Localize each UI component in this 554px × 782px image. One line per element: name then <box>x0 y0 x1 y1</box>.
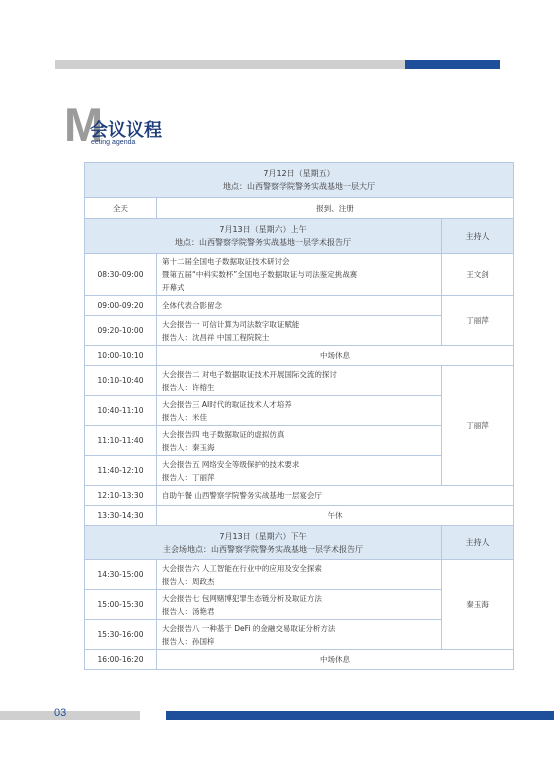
morning-header <box>85 219 442 254</box>
time-cell: 15:00-15:30 <box>85 590 157 620</box>
time-cell: 09:00-09:20 <box>85 296 157 316</box>
time-cell: 12:10-13:30 <box>85 486 157 506</box>
time-cell: 09:20-10:00 <box>85 316 157 346</box>
host-header: 主持人 <box>442 219 514 254</box>
content-cell <box>157 426 442 456</box>
table-row <box>85 506 514 526</box>
day1-header-date: 7月12日（星期五） <box>263 169 335 178</box>
content-line: 大会报告七 包网赌博犯罪生态链分析及取证方法 <box>162 593 322 603</box>
table-row <box>85 296 514 316</box>
time-cell: 14:30-15:00 <box>85 560 157 590</box>
day1-header-row <box>85 163 514 198</box>
day1-header <box>85 163 514 198</box>
header-divider-gray <box>55 60 405 69</box>
host-cell: 丁丽萍 <box>442 366 514 486</box>
page-number: 03 <box>54 707 67 719</box>
title-english: eeting agenda <box>91 139 136 146</box>
afternoon-header <box>85 526 442 560</box>
content-line: 大会报告三 AI时代的取证技术人才培养 <box>162 399 292 409</box>
content-cell <box>157 296 442 316</box>
content-line: 大会报告五 网络安全等级保护的技术要求 <box>162 459 300 469</box>
content-line: 报告人：许榕生 <box>162 382 215 392</box>
day1-header-location: 地点：山西警察学院警务实战基地一层大厅 <box>223 182 375 191</box>
time-cell: 08:30-09:00 <box>85 254 157 296</box>
content-line: 开幕式 <box>162 283 185 292</box>
time-cell: 11:40-12:10 <box>85 456 157 486</box>
table-row <box>85 486 514 506</box>
content-cell <box>157 456 442 486</box>
time-cell: 10:10-10:40 <box>85 366 157 396</box>
footer-divider-blue <box>166 711 554 720</box>
content-line: 第十二届全国电子数据取证技术研讨会 <box>162 257 290 266</box>
table-row <box>85 560 514 590</box>
morning-header-row <box>85 219 514 254</box>
host-cell: 王文剑 <box>442 254 514 296</box>
header-divider-blue <box>405 60 500 69</box>
host-cell: 秦玉海 <box>442 560 514 650</box>
content-cell <box>157 254 442 296</box>
morning-header-location: 地点：山西警察学院警务实战基地一层学术报告厅 <box>175 238 351 247</box>
content-cell <box>157 590 442 620</box>
footer-divider-gray <box>0 711 140 720</box>
content-line: 报告人：周政杰 <box>162 576 215 586</box>
content-line: 报告人：汤艳君 <box>162 606 215 616</box>
time-cell: 16:00-16:20 <box>85 650 157 670</box>
afternoon-header-location: 主会场地点：山西警察学院警务实战基地一层学术报告厅 <box>163 544 363 554</box>
table-row <box>85 366 514 396</box>
content-line: 报告人：丁丽萍 <box>162 472 215 482</box>
content-line: 报告人：沈昌祥 中国工程院院士 <box>162 332 270 342</box>
content-cell: 中场休息 <box>157 346 514 366</box>
content-cell <box>157 366 442 396</box>
time-cell: 15:30-16:00 <box>85 620 157 650</box>
afternoon-header-row <box>85 526 514 560</box>
content-cell <box>157 560 442 590</box>
host-header: 主持人 <box>442 526 514 560</box>
content-line: 暨第五届“中科实数杯”全国电子数据取证与司法鉴定挑战赛 <box>162 270 358 279</box>
table-row <box>85 346 514 366</box>
content-cell <box>157 396 442 426</box>
afternoon-header-date: 7月13日（星期六）下午 <box>219 531 307 541</box>
title-chinese: 会议议程 <box>90 120 162 141</box>
content-cell <box>157 486 514 506</box>
content-line: 大会报告二 对电子数据取证技术开展国际交流的探讨 <box>162 369 337 379</box>
morning-header-date: 7月13日（星期六）上午 <box>219 225 307 234</box>
time-cell: 全天 <box>85 198 157 219</box>
agenda-table <box>84 162 514 670</box>
content-cell: 中场休息 <box>157 650 514 670</box>
content-line: 全体代表合影留念 <box>162 301 222 310</box>
time-cell: 10:40-11:10 <box>85 396 157 426</box>
title-initial-letter: M <box>64 98 104 151</box>
time-cell: 10:00-10:10 <box>85 346 157 366</box>
content-line: 大会报告一 可信计算为司法数字取证赋能 <box>162 319 300 329</box>
content-line: 自助午餐 山西警察学院警务实战基地一层宴会厅 <box>162 491 322 500</box>
table-row <box>85 254 514 296</box>
host-cell: 丁丽萍 <box>442 296 514 346</box>
content-line: 大会报告四 电子数据取证的虚拟仿真 <box>162 429 285 439</box>
content-cell: 报到、注册 <box>157 198 514 219</box>
content-cell <box>157 316 442 346</box>
table-row <box>85 650 514 670</box>
content-cell <box>157 620 442 650</box>
content-line: 报告人：秦玉海 <box>162 442 215 452</box>
table-row <box>85 198 514 219</box>
content-line: 报告人：孙国梓 <box>162 636 215 646</box>
content-line: 大会报告六 人工智能在行业中的应用及安全探索 <box>162 563 322 573</box>
content-line: 大会报告八 一种基于 DeFi 的金融交易取证分析方法 <box>162 623 336 633</box>
time-cell: 13:30-14:30 <box>85 506 157 526</box>
content-line: 报告人：米佳 <box>162 412 207 422</box>
content-cell: 午休 <box>157 506 514 526</box>
time-cell: 11:10-11:40 <box>85 426 157 456</box>
